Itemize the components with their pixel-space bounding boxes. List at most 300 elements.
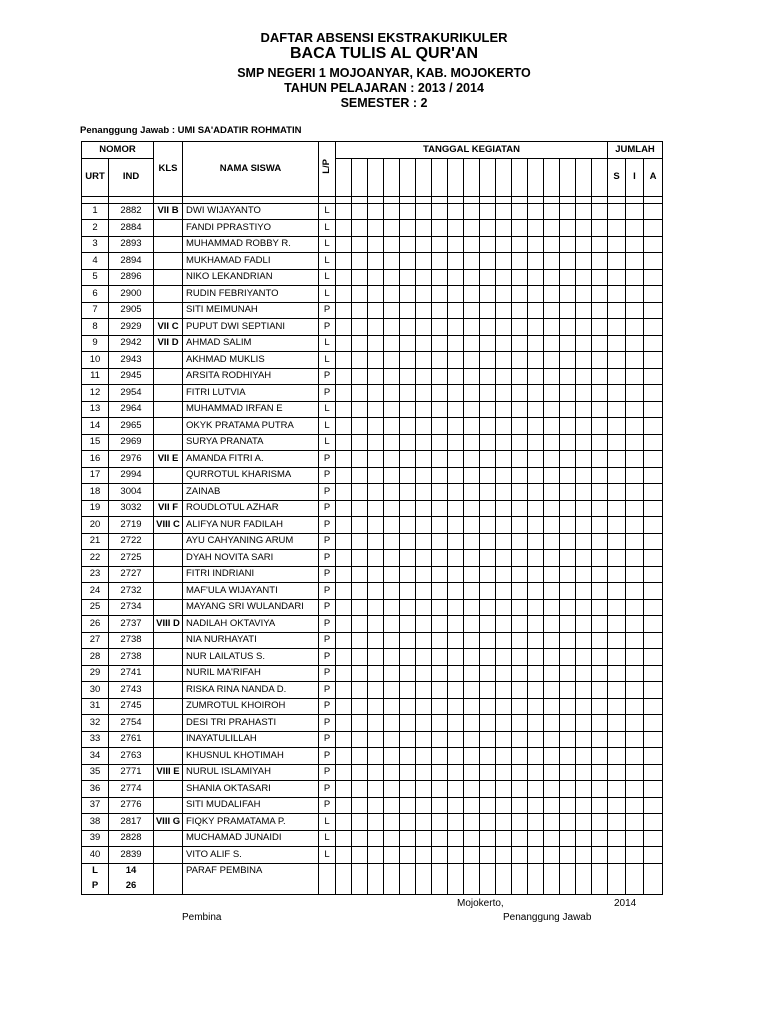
- attendance-cell: [336, 500, 352, 517]
- attendance-cell: [560, 599, 576, 616]
- student-lp: P: [319, 583, 336, 600]
- attendance-cell: [464, 797, 480, 814]
- count-i-cell: [626, 286, 644, 303]
- attendance-cell: [576, 797, 592, 814]
- student-lp: L: [319, 830, 336, 847]
- attendance-cell: [512, 352, 528, 369]
- student-lp: P: [319, 616, 336, 633]
- attendance-cell: [384, 401, 400, 418]
- attendance-cell: [496, 352, 512, 369]
- attendance-cell: [544, 748, 560, 765]
- spacer-cell: [644, 196, 663, 203]
- student-urt: 29: [82, 665, 109, 682]
- attendance-cell: [464, 649, 480, 666]
- attendance-cell: [544, 269, 560, 286]
- student-name: DESI TRI PRAHASTI: [183, 715, 319, 732]
- attendance-cell: [576, 616, 592, 633]
- attendance-cell: [560, 220, 576, 237]
- spacer-cell: [608, 196, 626, 203]
- student-name: FITRI INDRIANI: [183, 566, 319, 583]
- attendance-cell: [416, 236, 432, 253]
- footer-cell: [400, 879, 416, 895]
- student-name: INAYATULILLAH: [183, 731, 319, 748]
- attendance-cell: [480, 665, 496, 682]
- attendance-cell: [464, 253, 480, 270]
- student-kls: [154, 566, 183, 583]
- attendance-cell: [592, 434, 608, 451]
- student-row: [82, 286, 663, 303]
- student-urt: 30: [82, 682, 109, 699]
- student-urt: 18: [82, 484, 109, 501]
- attendance-cell: [400, 698, 416, 715]
- attendance-cell: [592, 764, 608, 781]
- attendance-cell: [448, 203, 464, 220]
- student-row: [82, 253, 663, 270]
- attendance-cell: [544, 731, 560, 748]
- footer-l-label: L: [82, 863, 109, 879]
- attendance-cell: [592, 236, 608, 253]
- attendance-cell: [432, 748, 448, 765]
- attendance-cell: [544, 583, 560, 600]
- attendance-cell: [432, 550, 448, 567]
- attendance-cell: [528, 830, 544, 847]
- student-ind: 2763: [109, 748, 154, 765]
- count-a-cell: [644, 451, 663, 468]
- count-i-cell: [626, 616, 644, 633]
- attendance-cell: [512, 748, 528, 765]
- attendance-cell: [528, 764, 544, 781]
- attendance-cell: [544, 517, 560, 534]
- footer-cell: [416, 879, 432, 895]
- attendance-cell: [480, 484, 496, 501]
- attendance-cell: [512, 599, 528, 616]
- header-a: A: [644, 158, 663, 196]
- attendance-cell: [528, 286, 544, 303]
- student-urt: 24: [82, 583, 109, 600]
- date-cell: [336, 158, 352, 196]
- attendance-cell: [560, 434, 576, 451]
- attendance-cell: [352, 665, 368, 682]
- footer-cell: [576, 879, 592, 895]
- attendance-cell: [592, 253, 608, 270]
- attendance-cell: [352, 418, 368, 435]
- spacer-cell: [82, 196, 109, 203]
- attendance-cell: [544, 203, 560, 220]
- attendance-cell: [576, 418, 592, 435]
- attendance-cell: [576, 220, 592, 237]
- attendance-cell: [352, 269, 368, 286]
- count-a-cell: [644, 550, 663, 567]
- attendance-cell: [432, 253, 448, 270]
- student-kls: [154, 236, 183, 253]
- attendance-cell: [336, 698, 352, 715]
- attendance-cell: [464, 484, 480, 501]
- attendance-cell: [416, 797, 432, 814]
- attendance-cell: [416, 748, 432, 765]
- student-lp: L: [319, 253, 336, 270]
- attendance-cell: [464, 500, 480, 517]
- attendance-cell: [496, 517, 512, 534]
- student-kls: [154, 649, 183, 666]
- attendance-cell: [592, 269, 608, 286]
- attendance-cell: [512, 698, 528, 715]
- attendance-cell: [336, 484, 352, 501]
- footer-cell: [560, 863, 576, 879]
- attendance-cell: [336, 583, 352, 600]
- attendance-cell: [432, 715, 448, 732]
- attendance-cell: [576, 599, 592, 616]
- attendance-cell: [416, 566, 432, 583]
- attendance-cell: [464, 814, 480, 831]
- count-s-cell: [608, 665, 626, 682]
- attendance-cell: [368, 319, 384, 336]
- signature-penanggung-jawab: Penanggung Jawab: [503, 912, 592, 923]
- attendance-cell: [560, 731, 576, 748]
- date-cell: [576, 158, 592, 196]
- count-a-cell: [644, 649, 663, 666]
- attendance-cell: [512, 682, 528, 699]
- attendance-cell: [416, 253, 432, 270]
- attendance-cell: [496, 698, 512, 715]
- attendance-cell: [496, 236, 512, 253]
- attendance-cell: [400, 220, 416, 237]
- count-s-cell: [608, 583, 626, 600]
- attendance-cell: [464, 203, 480, 220]
- attendance-cell: [416, 616, 432, 633]
- attendance-cell: [384, 269, 400, 286]
- attendance-cell: [560, 385, 576, 402]
- attendance-cell: [352, 203, 368, 220]
- student-ind: 2719: [109, 517, 154, 534]
- student-lp: L: [319, 814, 336, 831]
- count-i-cell: [626, 583, 644, 600]
- attendance-cell: [400, 253, 416, 270]
- attendance-cell: [336, 748, 352, 765]
- count-s-cell: [608, 698, 626, 715]
- count-a-cell: [644, 401, 663, 418]
- count-s-cell: [608, 830, 626, 847]
- student-name: PUPUT DWI SEPTIANI: [183, 319, 319, 336]
- student-lp: L: [319, 335, 336, 352]
- attendance-cell: [384, 847, 400, 864]
- attendance-cell: [576, 385, 592, 402]
- student-urt: 38: [82, 814, 109, 831]
- count-a-cell: [644, 533, 663, 550]
- attendance-cell: [512, 335, 528, 352]
- footer-cell: [626, 863, 644, 879]
- student-ind: 2737: [109, 616, 154, 633]
- student-kls: VIII D: [154, 616, 183, 633]
- attendance-cell: [416, 434, 432, 451]
- attendance-cell: [416, 649, 432, 666]
- attendance-cell: [352, 302, 368, 319]
- count-a-cell: [644, 748, 663, 765]
- attendance-cell: [400, 665, 416, 682]
- attendance-cell: [448, 781, 464, 798]
- attendance-cell: [560, 781, 576, 798]
- attendance-cell: [352, 220, 368, 237]
- attendance-cell: [416, 533, 432, 550]
- attendance-cell: [576, 236, 592, 253]
- attendance-cell: [400, 566, 416, 583]
- attendance-cell: [512, 665, 528, 682]
- attendance-cell: [512, 517, 528, 534]
- attendance-cell: [384, 682, 400, 699]
- attendance-cell: [384, 698, 400, 715]
- count-i-cell: [626, 500, 644, 517]
- footer-cell: [592, 863, 608, 879]
- header-s: S: [608, 158, 626, 196]
- attendance-cell: [400, 632, 416, 649]
- attendance-cell: [368, 748, 384, 765]
- student-urt: 35: [82, 764, 109, 781]
- count-i-cell: [626, 847, 644, 864]
- attendance-cell: [384, 467, 400, 484]
- student-kls: [154, 484, 183, 501]
- attendance-cell: [544, 797, 560, 814]
- attendance-cell: [384, 319, 400, 336]
- header-ind: IND: [109, 158, 154, 196]
- student-ind: 2942: [109, 335, 154, 352]
- attendance-cell: [544, 302, 560, 319]
- footer-cell: [336, 863, 352, 879]
- attendance-cell: [416, 682, 432, 699]
- student-urt: 7: [82, 302, 109, 319]
- attendance-cell: [336, 335, 352, 352]
- date-cell: [544, 158, 560, 196]
- attendance-cell: [576, 335, 592, 352]
- attendance-cell: [528, 269, 544, 286]
- footer-cell: [183, 879, 319, 895]
- attendance-cell: [368, 715, 384, 732]
- attendance-cell: [448, 830, 464, 847]
- count-i-cell: [626, 682, 644, 699]
- attendance-cell: [352, 434, 368, 451]
- attendance-cell: [576, 698, 592, 715]
- attendance-cell: [448, 385, 464, 402]
- attendance-cell: [416, 484, 432, 501]
- attendance-cell: [480, 847, 496, 864]
- attendance-cell: [400, 764, 416, 781]
- attendance-cell: [544, 253, 560, 270]
- attendance-cell: [416, 220, 432, 237]
- attendance-cell: [368, 616, 384, 633]
- count-a-cell: [644, 764, 663, 781]
- attendance-cell: [512, 203, 528, 220]
- count-i-cell: [626, 236, 644, 253]
- student-lp: L: [319, 352, 336, 369]
- attendance-cell: [464, 319, 480, 336]
- attendance-cell: [416, 830, 432, 847]
- attendance-cell: [368, 814, 384, 831]
- count-a-cell: [644, 203, 663, 220]
- attendance-cell: [528, 352, 544, 369]
- attendance-cell: [384, 632, 400, 649]
- attendance-cell: [464, 566, 480, 583]
- count-i-cell: [626, 418, 644, 435]
- attendance-cell: [400, 385, 416, 402]
- student-row: [82, 814, 663, 831]
- attendance-cell: [528, 715, 544, 732]
- footer-cell: [432, 879, 448, 895]
- student-ind: 2964: [109, 401, 154, 418]
- attendance-cell: [448, 764, 464, 781]
- attendance-cell: [592, 632, 608, 649]
- student-ind: 3032: [109, 500, 154, 517]
- student-kls: VII E: [154, 451, 183, 468]
- attendance-cell: [560, 583, 576, 600]
- attendance-cell: [512, 830, 528, 847]
- student-urt: 31: [82, 698, 109, 715]
- attendance-cell: [352, 253, 368, 270]
- count-s-cell: [608, 302, 626, 319]
- student-lp: P: [319, 500, 336, 517]
- attendance-cell: [464, 599, 480, 616]
- footer-cell: [384, 879, 400, 895]
- attendance-cell: [496, 401, 512, 418]
- header-urt: URT: [82, 158, 109, 196]
- attendance-cell: [512, 731, 528, 748]
- attendance-cell: [464, 517, 480, 534]
- student-ind: 2732: [109, 583, 154, 600]
- student-lp: L: [319, 269, 336, 286]
- attendance-cell: [400, 500, 416, 517]
- student-kls: [154, 715, 183, 732]
- attendance-cell: [592, 814, 608, 831]
- attendance-cell: [480, 434, 496, 451]
- count-a-cell: [644, 847, 663, 864]
- attendance-cell: [448, 698, 464, 715]
- date-cell: [432, 158, 448, 196]
- attendance-cell: [528, 649, 544, 666]
- student-lp: L: [319, 203, 336, 220]
- attendance-cell: [384, 533, 400, 550]
- count-s-cell: [608, 682, 626, 699]
- attendance-cell: [528, 385, 544, 402]
- date-cell: [448, 158, 464, 196]
- footer-cell: [480, 863, 496, 879]
- count-i-cell: [626, 748, 644, 765]
- student-row: [82, 319, 663, 336]
- student-row: [82, 847, 663, 864]
- student-urt: 15: [82, 434, 109, 451]
- student-urt: 28: [82, 649, 109, 666]
- attendance-cell: [384, 550, 400, 567]
- attendance-cell: [416, 583, 432, 600]
- attendance-cell: [336, 286, 352, 303]
- count-s-cell: [608, 566, 626, 583]
- attendance-cell: [336, 781, 352, 798]
- date-cell: [416, 158, 432, 196]
- attendance-cell: [528, 335, 544, 352]
- student-urt: 2: [82, 220, 109, 237]
- attendance-cell: [400, 451, 416, 468]
- student-name: NIA NURHAYATI: [183, 632, 319, 649]
- attendance-cell: [560, 632, 576, 649]
- date-cell: [384, 158, 400, 196]
- student-kls: [154, 781, 183, 798]
- spacer-cell: [576, 196, 592, 203]
- attendance-cell: [416, 385, 432, 402]
- student-row: [82, 500, 663, 517]
- attendance-cell: [384, 797, 400, 814]
- attendance-cell: [400, 814, 416, 831]
- attendance-cell: [560, 335, 576, 352]
- student-row: [82, 797, 663, 814]
- attendance-cell: [368, 220, 384, 237]
- count-s-cell: [608, 401, 626, 418]
- spacer-cell: [496, 196, 512, 203]
- attendance-cell: [384, 583, 400, 600]
- attendance-cell: [336, 220, 352, 237]
- attendance-cell: [480, 533, 496, 550]
- attendance-cell: [400, 830, 416, 847]
- attendance-cell: [544, 698, 560, 715]
- attendance-cell: [368, 533, 384, 550]
- footer-cell: [448, 863, 464, 879]
- student-name: MUHAMMAD IRFAN E: [183, 401, 319, 418]
- attendance-cell: [464, 682, 480, 699]
- student-row: [82, 698, 663, 715]
- attendance-cell: [384, 616, 400, 633]
- footer-paraf-pembina: PARAF PEMBINA: [183, 863, 319, 879]
- student-row: [82, 401, 663, 418]
- attendance-cell: [400, 649, 416, 666]
- attendance-cell: [544, 500, 560, 517]
- footer-cell: [368, 879, 384, 895]
- attendance-cell: [336, 467, 352, 484]
- student-urt: 32: [82, 715, 109, 732]
- attendance-cell: [480, 335, 496, 352]
- student-ind: 2734: [109, 599, 154, 616]
- student-kls: [154, 583, 183, 600]
- attendance-cell: [592, 220, 608, 237]
- student-name: ROUDLOTUL AZHAR: [183, 500, 319, 517]
- attendance-cell: [592, 830, 608, 847]
- attendance-cell: [400, 302, 416, 319]
- student-name: MUKHAMAD FADLI: [183, 253, 319, 270]
- student-urt: 33: [82, 731, 109, 748]
- student-ind: 2828: [109, 830, 154, 847]
- attendance-cell: [352, 583, 368, 600]
- student-lp: P: [319, 550, 336, 567]
- student-lp: P: [319, 302, 336, 319]
- count-a-cell: [644, 698, 663, 715]
- attendance-cell: [352, 830, 368, 847]
- student-name: MUHAMMAD ROBBY R.: [183, 236, 319, 253]
- attendance-cell: [464, 583, 480, 600]
- attendance-cell: [368, 368, 384, 385]
- attendance-cell: [336, 517, 352, 534]
- attendance-cell: [336, 451, 352, 468]
- attendance-cell: [464, 269, 480, 286]
- count-i-cell: [626, 220, 644, 237]
- attendance-cell: [464, 665, 480, 682]
- attendance-cell: [432, 467, 448, 484]
- attendance-cell: [560, 352, 576, 369]
- attendance-cell: [560, 715, 576, 732]
- student-lp: P: [319, 467, 336, 484]
- count-a-cell: [644, 731, 663, 748]
- student-lp: P: [319, 517, 336, 534]
- count-s-cell: [608, 632, 626, 649]
- attendance-cell: [448, 715, 464, 732]
- footer-cell: [608, 863, 626, 879]
- attendance-cell: [400, 335, 416, 352]
- count-s-cell: [608, 764, 626, 781]
- attendance-cell: [496, 467, 512, 484]
- student-lp: L: [319, 434, 336, 451]
